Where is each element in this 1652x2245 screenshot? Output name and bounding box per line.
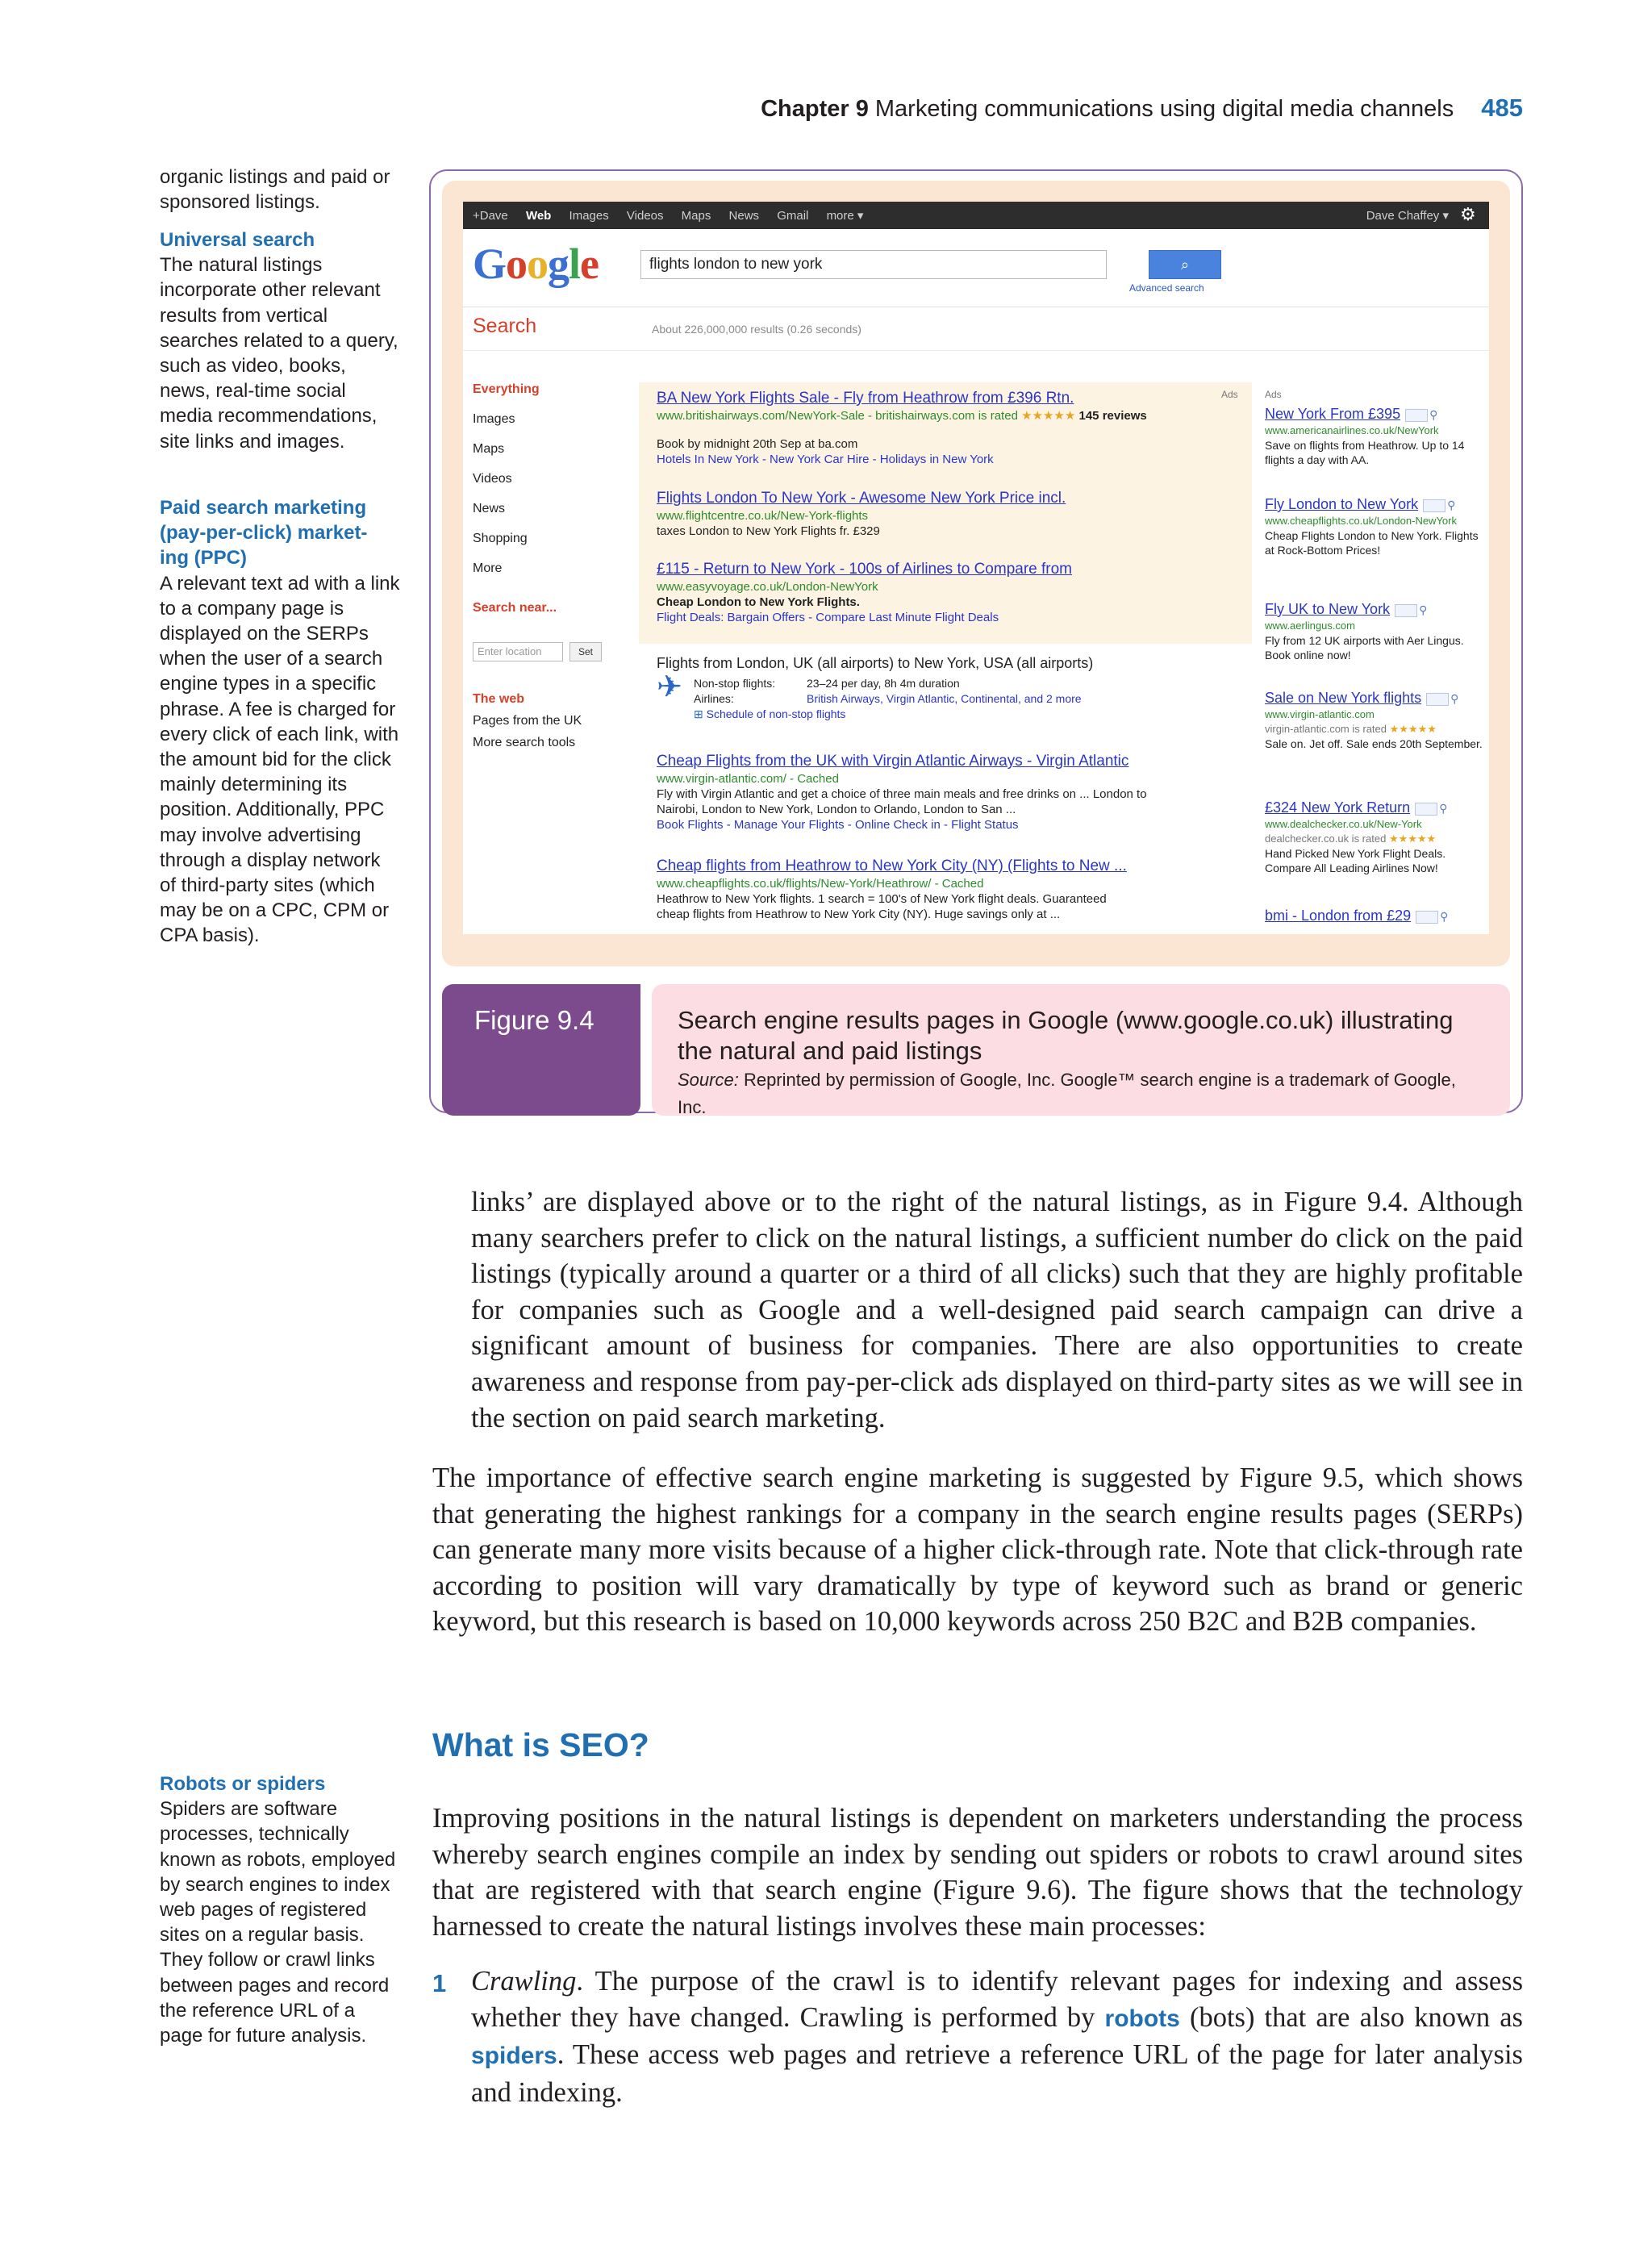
result-snippet: Heathrow to New York flights. 1 search = 100's of New York flight deals. Guaranteed (657, 892, 1107, 906)
ad-title-link[interactable]: Flights London To New York - Awesome New York Price incl. (657, 490, 1066, 507)
ad-url: www.easyvoyage.co.uk/London-NewYork (657, 580, 878, 594)
top-ad (657, 560, 1237, 625)
glossary-ppc (160, 495, 402, 949)
ad-rating-text: virgin-atlantic.com is rated (1265, 723, 1387, 735)
web-heading: The web (473, 692, 525, 706)
magnifier-icon[interactable]: ⚲ (1450, 692, 1459, 705)
preview-icon[interactable] (1415, 803, 1437, 816)
left-nav-item-shopping[interactable]: Shopping (473, 532, 528, 545)
ad-title-link[interactable]: bmi - London from £29 (1265, 908, 1412, 924)
web-section (473, 692, 634, 757)
magnifier-icon[interactable]: ⚲ (1440, 910, 1449, 923)
logo-letter: o (527, 240, 549, 288)
ad-description: Fly from 12 UK airports with Aer Lingus. Book online now! (1265, 634, 1464, 661)
left-nav (473, 382, 634, 625)
topbar-nav (473, 208, 878, 223)
list-text: . The purpose of the crawl is to identify relevant pages for indexing and assess whether they have changed. Crawling is performed by (471, 1966, 1523, 2033)
left-nav-item-more[interactable]: More (473, 561, 503, 575)
magnifier-icon[interactable]: ⚲ (1439, 802, 1448, 815)
paragraph-text: Improving positions in the natural listings is dependent on marketers understanding the process whereby search engines compile an index by sending out spiders or robots to crawl around sites that are registered with that search engine (Figure 9.6). The figure shows that the technology harnessed to create the natural listings involves these main processes: (432, 1803, 1523, 1942)
topbar-item-gmail[interactable]: Gmail (777, 209, 809, 223)
topbar-item-profile[interactable]: +Dave (473, 209, 508, 223)
ad-sitelinks[interactable]: Hotels In New York - New York Car Hire - Holidays in New York (657, 453, 994, 466)
ad-url: www.britishairways.com/NewYork-Sale - britishairways.com is rated (657, 409, 1018, 423)
organic-result (657, 857, 1237, 922)
pages-from-uk-link[interactable]: Pages from the UK (473, 714, 582, 728)
left-nav-item-videos[interactable]: Videos (473, 472, 512, 486)
flights-onebox (657, 655, 1237, 722)
chapter-number: Chapter 9 (761, 96, 869, 122)
source-label: Source: (678, 1070, 739, 1090)
preview-icon[interactable] (1416, 911, 1438, 924)
left-nav-item-images[interactable]: Images (473, 412, 515, 426)
topbar-item-images[interactable]: Images (569, 209, 609, 223)
right-ad (1265, 689, 1483, 751)
ad-url: www.virgin-atlantic.com (1265, 708, 1375, 720)
search-button[interactable] (1149, 250, 1221, 279)
nonstop-label: Non-stop flights: (694, 677, 776, 690)
glossary-universal-search (160, 227, 402, 454)
airplane-icon: ✈ (657, 670, 682, 704)
magnifier-icon[interactable]: ⚲ (1447, 499, 1456, 511)
right-ad (1265, 405, 1483, 467)
ad-description: taxes London to New York Flights fr. £329 (657, 524, 880, 538)
ad-title-link[interactable]: Fly UK to New York (1265, 601, 1391, 617)
chapter-title: Marketing communications using digital media channels (874, 96, 1454, 122)
result-sitelinks[interactable]: Book Flights - Manage Your Flights - Online Check in - Flight Status (657, 818, 1019, 832)
paragraph-text: links’ are displayed above or to the right of the natural listings, as in Figure 9.4. Although many searchers prefer to click on the natural listings, a sufficient number do click on the paid listings (typically around a quarter or a third of all clicks) such that they are highly profitable for companies such as Google and a well-designed paid search campaign can drive a significant amount of business for companies. There are also opportunities to create awareness and response from pay-per-click ads displayed on third-party sites as we will see in the section on paid search marketing. (471, 1187, 1523, 1433)
left-nav-item-everything[interactable]: Everything (473, 382, 540, 396)
source-text: Reprinted by permission of Google, Inc. Google™ search engine is a trademark of Google, Inc. (678, 1070, 1456, 1117)
ad-url: www.dealchecker.co.uk/New-York (1265, 818, 1422, 830)
search-icon: ⌕ (1180, 257, 1190, 273)
ad-url: www.flightcentre.co.uk/New-York-flights (657, 509, 869, 523)
list-number: 1 (432, 1969, 447, 1997)
ad-title-link[interactable]: £324 New York Return (1265, 799, 1411, 816)
flights-heading: Flights from London, UK (all airports) to New York, USA (all airports) (657, 655, 1094, 671)
glossary-definition: A relevant text ad with a link to a company page is displayed on the SERPs when the user of a search engine types in a specific phrase. A fee is charged for every click of each link, with the amount bid for the click mainly determining its position. Additionally, PPC may involve advertising through a display network of third-party sites (which may be on a CPC, CPM or CPA basis). (160, 572, 400, 947)
right-ad (1265, 907, 1483, 925)
preview-icon[interactable] (1395, 604, 1417, 617)
nonstop-value: 23–24 per day, 8h 4m duration (807, 677, 960, 690)
top-ad (657, 389, 1237, 467)
running-header (726, 94, 1523, 126)
ad-description: Sale on. Jet off. Sale ends 20th September. (1265, 737, 1483, 750)
figure-caption (652, 984, 1510, 1116)
ad-url: www.americanairlines.co.uk/NewYork (1265, 424, 1439, 436)
margin-continuation-text: organic listings and paid or sponsored listings. (160, 166, 390, 214)
keyword-spiders: spiders (471, 2043, 557, 2070)
result-url: www.virgin-atlantic.com/ - Cached (657, 772, 839, 786)
ad-description: Cheap Flights London to New York. Flights at Rock-Bottom Prices! (1265, 529, 1479, 557)
figure-caption-text: Search engine results pages in Google (www.google.co.uk) illustrating the natural and paid listings (678, 1006, 1454, 1065)
ad-title-link[interactable]: Fly London to New York (1265, 496, 1419, 512)
logo-letter: g (548, 240, 569, 288)
location-input[interactable]: Enter location (473, 642, 563, 661)
ad-title-link[interactable]: BA New York Flights Sale - Fly from Heathrow from £396 Rtn. (657, 390, 1074, 407)
ad-title-link[interactable]: Sale on New York flights (1265, 690, 1422, 706)
rating-stars: ★★★★★ (1389, 723, 1437, 735)
list-item-crawling (471, 1963, 1523, 2110)
organic-result (657, 752, 1237, 832)
glossary-definition: The natural listings incorporate other relevant results from vertical searches related to a query, such as video, books, news, real-time social media recommendations, site links and images. (160, 254, 398, 453)
ad-url: www.aerlingus.com (1265, 620, 1355, 632)
page-number: 485 (1481, 94, 1523, 122)
glossary-definition: Spiders are software processes, technically known as robots, employed by search engines to index web pages of registered sites on a regular basis. They follow or crawl links between pages and record the reference URL of a page for future analysis. (160, 1798, 396, 2047)
glossary-term: Universal search (160, 229, 315, 251)
figure-source (678, 1066, 1484, 1121)
section-heading: What is SEO? (432, 1726, 649, 1763)
search-label: Search (473, 315, 537, 337)
ad-title-link[interactable]: New York From £395 (1265, 406, 1401, 422)
schedule-link[interactable]: Schedule of non-stop flights (706, 707, 846, 720)
body-paragraph-2 (432, 1460, 1523, 1640)
margin-continuation (160, 165, 402, 215)
paragraph-text: The importance of effective search engine marketing is suggested by Figure 9.5, which shows that generating the highest rankings for a company in the search engine results pages (SERPs) can generate many more visits because of a higher click-through rate. Note that click-through rate according to position will vary dramatically by type of keyword such as brand or generic keyword, but this research is based on 10,000 keywords across 250 B2C and B2B companies. (432, 1463, 1523, 1638)
airlines-label: Airlines: (694, 692, 734, 705)
logo-letter: G (473, 240, 507, 288)
logo-letter: o (506, 240, 528, 288)
magnifier-icon[interactable]: ⚲ (1419, 603, 1428, 616)
left-nav-item-news[interactable]: News (473, 502, 506, 515)
result-snippet: Fly with Virgin Atlantic and get a choice of three main meals and free drinks on ... London to (657, 787, 1147, 801)
right-ad (1265, 495, 1483, 557)
left-nav-item-maps[interactable]: Maps (473, 442, 505, 456)
magnifier-icon[interactable]: ⚲ (1429, 408, 1438, 421)
glossary-robots (160, 1771, 402, 2048)
topbar-item-videos[interactable]: Videos (626, 209, 664, 223)
topbar-user[interactable]: Dave Chaffey ▾ (1366, 209, 1449, 223)
keyword-robots: robots (1104, 2005, 1180, 2032)
google-logo[interactable] (473, 239, 599, 289)
logo-letter: e (580, 240, 599, 288)
list-text: . These access web pages and retrieve a reference URL of the page for later analysis and indexing. (471, 2039, 1523, 2108)
results-count: About 226,000,000 results (0.26 seconds) (652, 323, 861, 336)
google-serp-screenshot (463, 202, 1489, 934)
right-ad (1265, 600, 1483, 662)
glossary-term: Robots or spiders (160, 1773, 326, 1795)
rating-stars: ★★★★★ (1388, 832, 1437, 845)
divider (463, 350, 1489, 351)
ad-sitelinks[interactable]: Flight Deals: Bargain Offers - Compare Last Minute Flight Deals (657, 611, 999, 624)
body-paragraph-3 (432, 1801, 1523, 1944)
logo-letter: l (569, 240, 581, 288)
ad-description: Hand Picked New York Flight Deals. Compare All Leading Airlines Now! (1265, 847, 1446, 874)
ad-description: Save on flights from Heathrow. Up to 14 flights a day with AA. (1265, 439, 1465, 466)
ad-description: Cheap London to New York Flights. (657, 595, 860, 609)
ad-rating-text: dealchecker.co.uk is rated (1265, 832, 1387, 845)
ads-label: Ads (1265, 389, 1282, 400)
result-title-link[interactable]: Cheap flights from Heathrow to New York City (NY) (Flights to New ... (657, 858, 1127, 874)
search-input[interactable]: flights london to new york (640, 250, 1107, 279)
top-ad (657, 489, 1237, 539)
list-text: (bots) that are also known as (1189, 2001, 1523, 2033)
advanced-search-link[interactable]: Advanced search (1129, 282, 1204, 294)
plus-icon[interactable]: ⊞ (694, 707, 703, 720)
topbar-item-news[interactable]: News (728, 209, 760, 223)
result-snippet: cheap flights from Heathrow to New York City (NY). Huge savings only at ... (657, 908, 1061, 921)
result-title-link[interactable]: Cheap Flights from the UK with Virgin Atlantic Airways - Virgin Atlantic (657, 753, 1129, 770)
ads-label: Ads (1221, 389, 1238, 400)
review-count[interactable]: 145 reviews (1078, 409, 1147, 423)
gear-icon[interactable]: ⚙ (1460, 204, 1476, 224)
glossary-term: Paid search marketing (pay-per-click) market- ing (PPC) (160, 497, 368, 570)
right-ad (1265, 799, 1483, 875)
preview-icon[interactable] (1423, 499, 1446, 512)
preview-icon[interactable] (1426, 693, 1449, 706)
ad-description: Book by midnight 20th Sep at ba.com (657, 437, 858, 451)
topbar-item-more[interactable]: more ▾ (826, 209, 864, 223)
topbar-item-maps[interactable]: Maps (681, 209, 711, 223)
ad-url: www.cheapflights.co.uk/London-NewYork (1265, 515, 1457, 527)
search-near-heading: Search near... (473, 601, 557, 615)
location-set-button[interactable]: Set (569, 642, 602, 661)
airlines-value[interactable]: British Airways, Virgin Atlantic, Continental, and 2 more (807, 692, 1082, 705)
ad-title-link[interactable]: £115 - Return to New York - 100s of Airlines to Compare from (657, 561, 1073, 578)
preview-icon[interactable] (1405, 409, 1428, 422)
result-snippet: Nairobi, London to New York, London to Orlando, London to San ... (657, 803, 1016, 816)
list-lead: Crawling (471, 1966, 577, 1997)
google-topbar (463, 202, 1489, 229)
topbar-item-web[interactable]: Web (525, 209, 552, 223)
result-url: www.cheapflights.co.uk/flights/New-York/Heathrow/ - Cached (657, 877, 984, 891)
rating-stars: ★★★★★ (1021, 409, 1076, 423)
figure-label: Figure 9.4 (442, 984, 640, 1116)
body-paragraph-1 (471, 1184, 1523, 1436)
more-search-tools-link[interactable]: More search tools (473, 736, 576, 749)
